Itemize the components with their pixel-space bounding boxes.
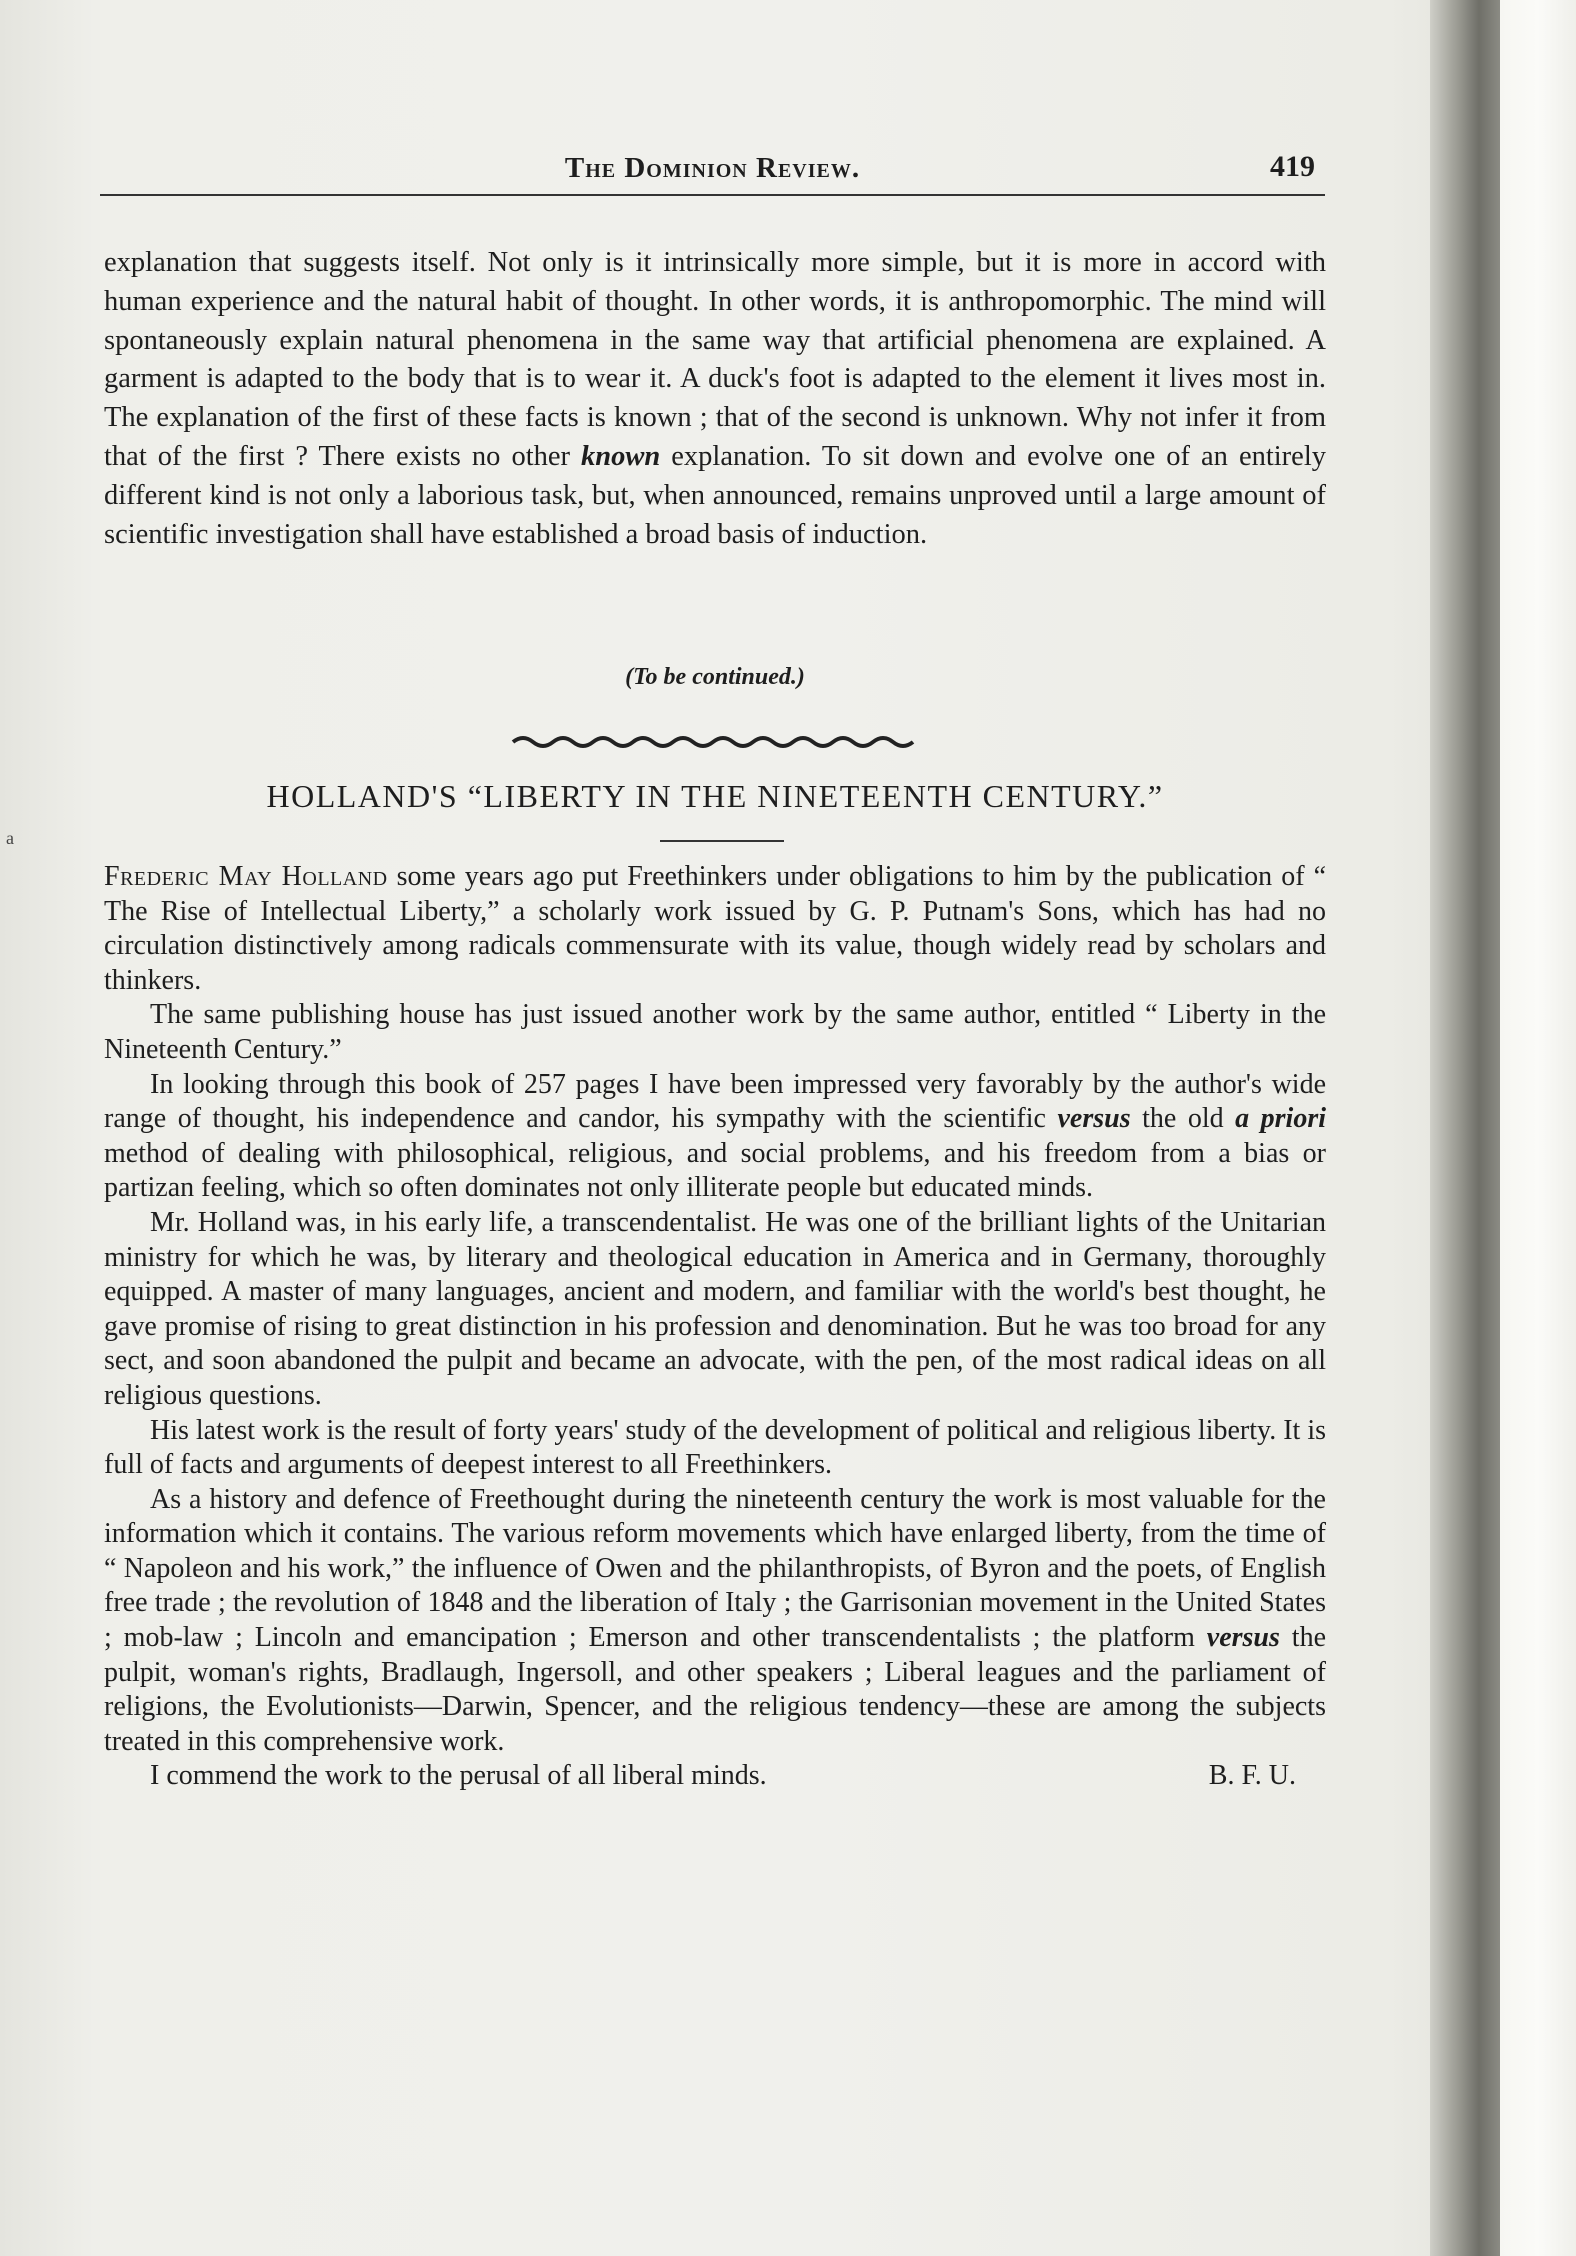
book-edge-shadow: [1430, 0, 1500, 2256]
paragraph: His latest work is the result of forty years' study of the development of political and religious liberty. It is full of facts and arguments of deepest interest to all Freethinkers.: [104, 1414, 1326, 1481]
emphasis-known: known: [581, 440, 661, 472]
page-number: 419: [1270, 150, 1315, 183]
paragraph: [104, 1483, 1326, 1760]
paragraph-text: method of dealing with philosophical, religious, and social problems, and his freedom from a bias or partizan feeling, which so often dominates not only illiterate people but educated minds.: [104, 1137, 1326, 1204]
emphasis-versus: versus: [1057, 1103, 1131, 1135]
author-name: Frederic May Holland: [104, 861, 388, 892]
paragraph: [104, 244, 1326, 554]
emphasis-a-priori: a priori: [1235, 1103, 1326, 1135]
title-rule: [660, 840, 784, 842]
closing-paragraph: [104, 1759, 1326, 1794]
paragraph: The same publishing house has just issued another work by the same author, entitled “ Liberty in the Nineteenth Century.”: [104, 999, 1326, 1065]
emphasis-versus: versus: [1206, 1622, 1280, 1654]
paragraph-text: explanation that suggests itself. Not only is it intrinsically more simple, but it is more in accord with human experience and the natural habit of thought. In other words, it is anthropomorphic. The mind will spontaneously explain natural phenomena in the same way that artificial phenomena are explained. A garment is adapted to the body that is to wear it. A duck's foot is adapted to the element it lives most in. The explanation of the first of these facts is known ; that of the second is unknown. Why not infer it from that of the first ? There exists no other: [104, 247, 1326, 472]
paragraph: Mr. Holland was, in his early life, a transcendentalist. He was one of the brilliant lights of the Unitarian ministry for which he was, by literary and theological education in America and in Germany, thoroughly equipped. A master of many languages, ancient and modern, and familiar with the world's best thought, he gave promise of rising to great distinction in his profession and denomination. But he was too broad for any sect, and soon abandoned the pulpit and became an advocate, with the pen, of the most radical ideas on all religious questions.: [104, 1206, 1326, 1411]
paragraph-text: In looking through this book of 257 pages I have been impressed very favorably by the author's wide range of thought, his independence and candor, his sympathy with the scientific: [104, 1068, 1326, 1135]
paragraph-text: explanation. To sit down and evolve one of an entirely different kind is not only a laborious task, but, when announced, remains unproved until a large amount of scientific investigation shall have established a broad basis of induction.: [104, 440, 1326, 550]
paragraph-text: As a history and defence of Freethought during the nineteenth century the work is most valuable for the information which it contains. The various reform movements which have enlarged liberty, from the time of “ Napoleon and his work,” the influence of Owen and the philanthropists, of Byron and the poets, of English free trade ; the revolution of 1848 and the liberation of Italy ; the Garrisonian movement in the United States ; mob-law ; Lincoln and emancipation ; Emerson and other transcendentalists ; the platform: [104, 1483, 1326, 1654]
wave-divider: [508, 730, 918, 754]
paragraph-text: the old: [1130, 1103, 1236, 1135]
margin-mark: a: [6, 828, 14, 848]
to-be-continued: (To be continued.): [625, 664, 805, 690]
paragraph-text: the pulpit, woman's rights, Bradlaugh, Ingersoll, and other speakers ; Liberal leagues and the parliament of religions, the Evolutionists—Darwin, Spencer, and the religious tendency—these are among the subjects treated in this comprehensive work.: [104, 1622, 1326, 1757]
signature: B. F. U.: [1208, 1760, 1296, 1792]
book-edge-margin: [1500, 0, 1576, 2256]
paragraph-text: some years ago put Freethinkers under obligations to him by the publication of “ The Rise of Intellectual Liberty,” a scholarly work issued by G. P. Putnam's Sons, which has had no circulation distinctively among radicals commensurate with its value, though widely read by scholars and thinkers.: [104, 861, 1326, 996]
paragraph: [104, 860, 1326, 998]
continued-paragraph: [104, 244, 1326, 554]
article-title: HOLLAND'S “LIBERTY IN THE NINETEENTH CENTURY.”: [266, 778, 1164, 814]
page-header: [100, 148, 1325, 196]
running-title: The Dominion Review.: [564, 152, 861, 184]
paragraph-text: I commend the work to the perusal of all liberal minds.: [150, 1760, 767, 1792]
article-body: [104, 860, 1326, 1794]
paragraph: [104, 1068, 1326, 1206]
